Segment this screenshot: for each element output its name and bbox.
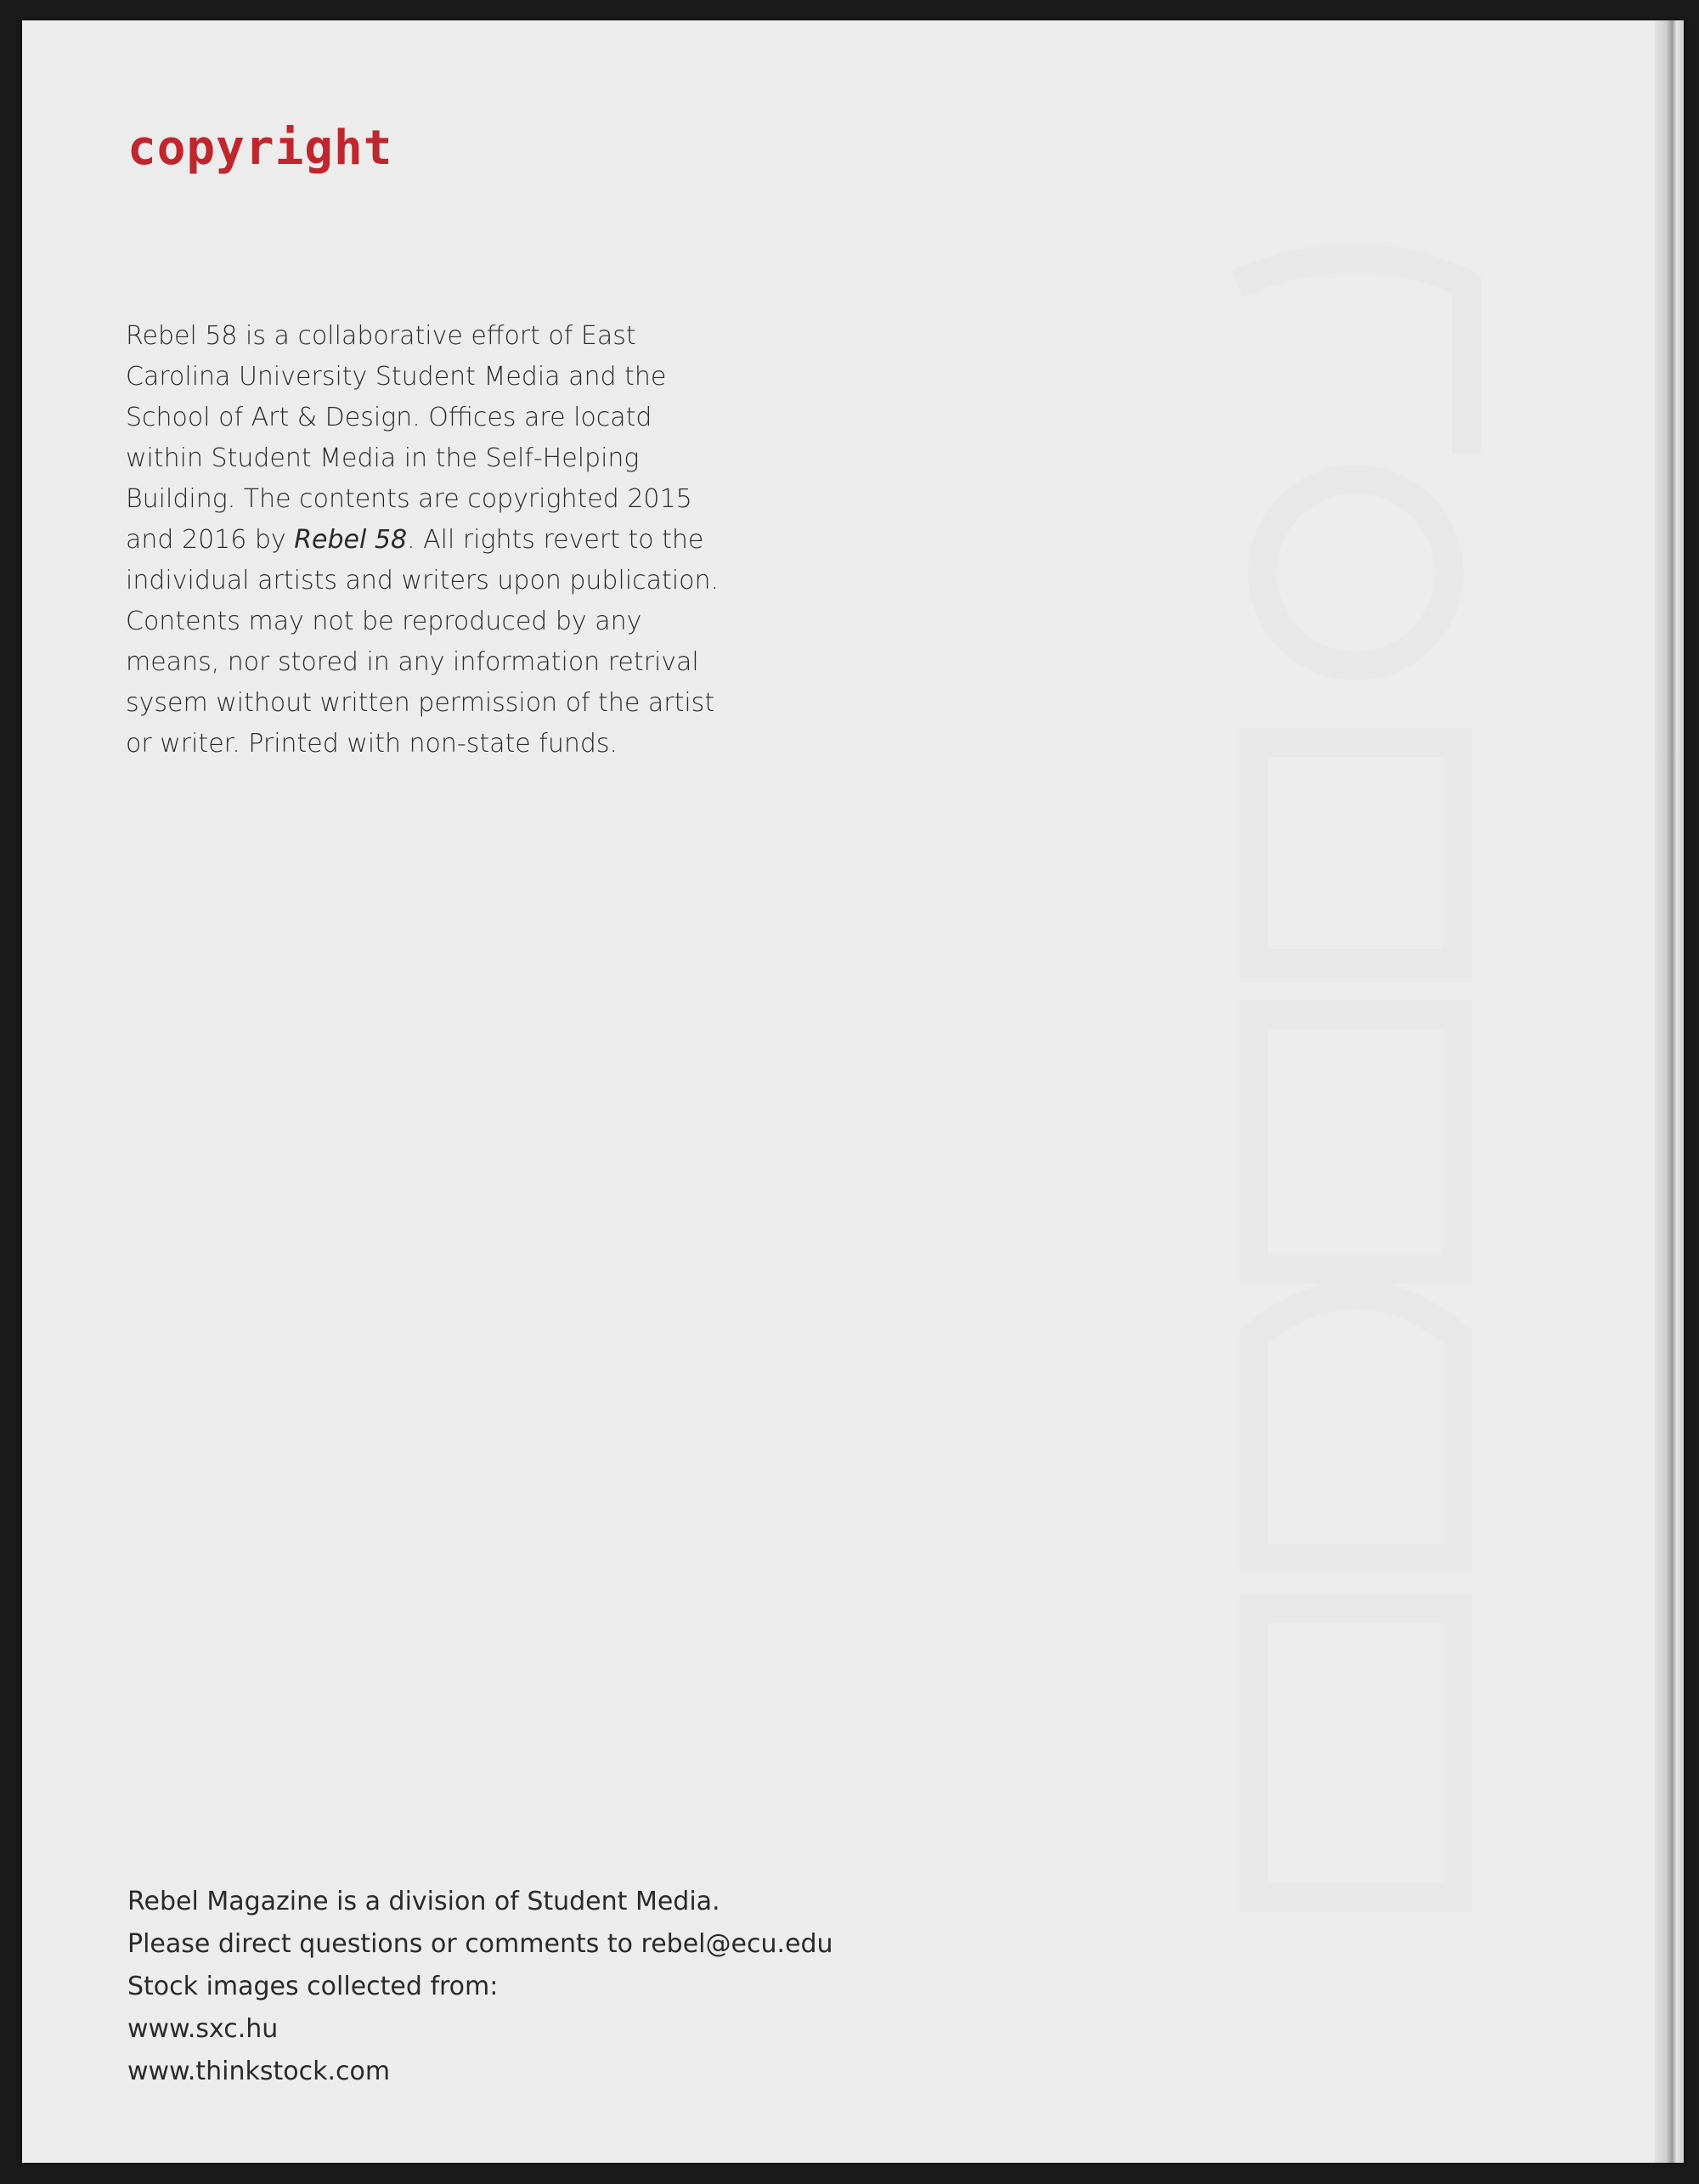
- copyright-text-part2: . All rights revert to the individual artists and writers upon publication. Contents may not be reproduced by any means, nor stored in any information retrival sysem without written permission of the artist or writer. Printed with non-state funds.: [126, 525, 720, 759]
- footer-line-stock-images: Stock images collected from:: [127, 1972, 499, 2001]
- page-binding-edge: [1655, 20, 1684, 2163]
- footer-line-division: Rebel Magazine is a division of Student Media.: [127, 1887, 720, 1916]
- footer-info: [127, 1881, 833, 2093]
- footer-line-source-sxc: www.sxc.hu: [127, 2014, 279, 2044]
- copyright-text-part1: Rebel 58 is a collaborative effort of East Carolina University Student Media and the School of Art & Design. Offices are locatd within Student Media in the Self-Helping Building. The contents are copyrighted 2015 and 2016 by: [126, 321, 692, 555]
- magazine-title: Rebel 58: [294, 525, 408, 555]
- faint-background-lettering: [1186, 233, 1526, 1932]
- copyright-statement: [126, 316, 720, 765]
- footer-line-contact: Please direct questions or comments to rebel@ecu.edu: [127, 1929, 833, 1959]
- footer-line-source-thinkstock: www.thinkstock.com: [127, 2057, 391, 2086]
- page-heading: copyright: [127, 121, 393, 176]
- magazine-page: [22, 20, 1684, 2163]
